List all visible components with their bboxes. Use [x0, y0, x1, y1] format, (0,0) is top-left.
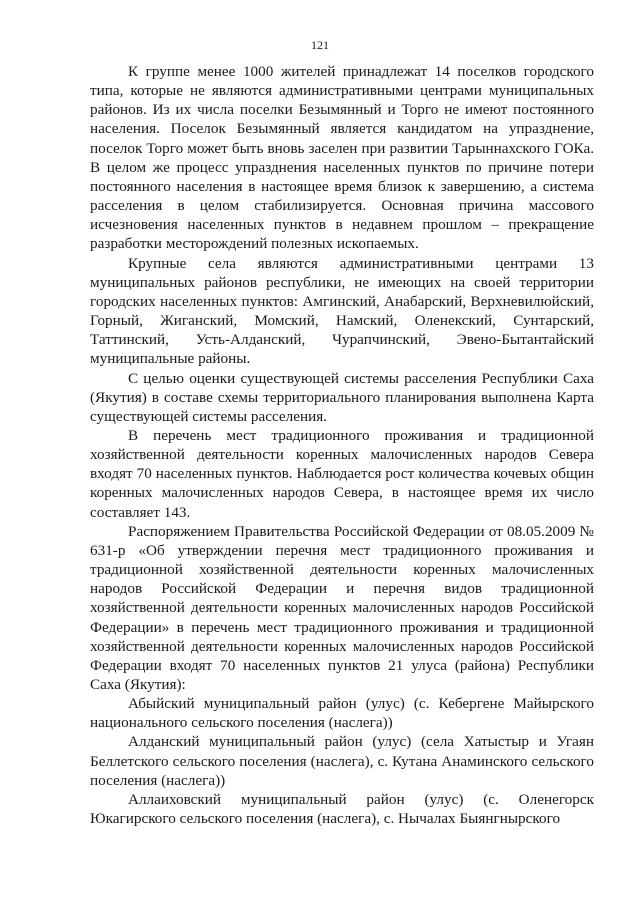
paragraph-2: Крупные села являются административными центрами 13 муниципальных районов республики, не имеющих на своей территории городских населенных пунктов: Амгинский, Анабарский, Верхневилюйский, Горный, Жиганский, Момский, Намский, Оленекский, Сунтарский, Таттинский, Усть-Алданский, Чурапчинский, Эвено-Бытантайский муниципальные районы. [90, 254, 594, 368]
paragraph-5: Распоряжением Правительства Российской Федерации от 08.05.2009 № 631-р «Об утверждении перечня мест традиционного проживания и традиционной хозяйственной деятельности коренных малочисленных народов Российской Федерации и перечня видов традиционной хозяйственной деятельности коренных малочисленных народов Российской Федерации» в перечень мест традиционного проживания и традиционной хозяйственной деятельности коренных малочисленных народов Российской Федерации входят 70 населенных пунктов 21 улуса (района) Республики Саха (Якутия): [90, 522, 594, 693]
paragraph-8: Аллаиховский муниципальный район (улус) (с. Оленегорск Юкагирского сельского поселения (наслега), с. Нычалах Быянгнырского [90, 790, 594, 828]
paragraph-3: С целью оценки существующей системы расселения Республики Саха (Якутия) в составе схемы территориального планирования выполнена Карта существующей системы расселения. [90, 369, 594, 425]
page-number: 121 [311, 38, 329, 52]
paragraph-4: В перечень мест традиционного проживания и традиционной хозяйственной деятельности коренных малочисленных народов Севера входят 70 населенных пунктов. Наблюдается рост количества кочевых общин коренных малочисленных народов Севера, в настоящее время их число составляет 143. [90, 426, 594, 521]
document-body [90, 62, 594, 828]
paragraph-7: Алданский муниципальный район (улус) (села Хатыстыр и Угаян Беллетского сельского поселения (наслега), с. Кутана Анаминского сельского поселения (наслега)) [90, 733, 594, 789]
paragraph-6: Абыйский муниципальный район (улус) (с. Кебергене Майырского национального сельского поселения (наслега)) [90, 695, 594, 732]
paragraph-1: К группе менее 1000 жителей принадлежат 14 поселков городского типа, которые не являются административными центрами муниципальных районов. Из их числа поселки Безымянный и Торго не имеют постоянного населения. Поселок Безымянный является кандидатом на упразднение, поселок Торго может быть вновь заселен при развитии Тарыннахского ГОКа. В целом же процесс упразднения населенных пунктов по причине потери постоянного населения в настоящее время близок к завершению, а система расселения в целом стабилизируется. Основная причина массового исчезновения населенных пунктов в недавнем прошлом – прекращение разработки месторождений полезных ископаемых. [90, 63, 594, 253]
